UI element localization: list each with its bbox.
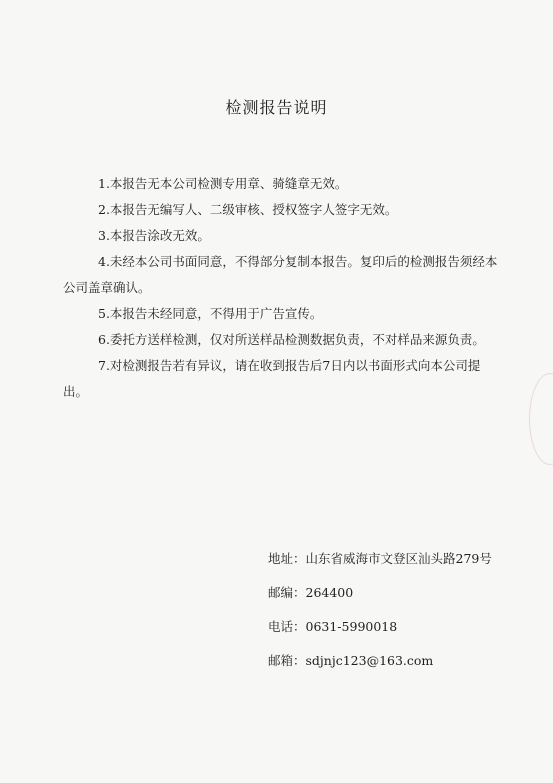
notice-clause: 2.本报告无编写人、二级审核、授权签字人签字无效。 xyxy=(98,202,398,217)
postcode-line: 邮编：264400 xyxy=(268,585,354,600)
email-line: 邮箱：sdjnjc123@163.com xyxy=(268,653,434,668)
notice-clause: 7.对检测报告若有异议，请在收到报告后7日内以书面形式向本公司提出。 xyxy=(63,358,481,399)
notice-clause: 3.本报告涂改无效。 xyxy=(98,228,210,243)
phone-line: 电话：0631-5990018 xyxy=(268,619,398,634)
contact-block xyxy=(268,546,538,682)
notice-clause-list xyxy=(63,171,503,405)
page-title: 检测报告说明 xyxy=(225,98,328,117)
notice-clause: 6.委托方送样检测，仅对所送样品检测数据负责，不对样品来源负责。 xyxy=(98,332,485,347)
notice-clause: 4.未经本公司书面同意，不得部分复制本报告。复印后的检测报告须经本公司盖章确认。 xyxy=(63,254,498,295)
notice-clause: 5.本报告未经同意，不得用于广告宣传。 xyxy=(98,306,323,321)
address-line: 地址：山东省威海市文登区汕头路279号 xyxy=(268,551,492,566)
partial-stamp-mark xyxy=(529,373,553,465)
notice-clause: 1.本报告无本公司检测专用章、骑缝章无效。 xyxy=(98,176,348,191)
